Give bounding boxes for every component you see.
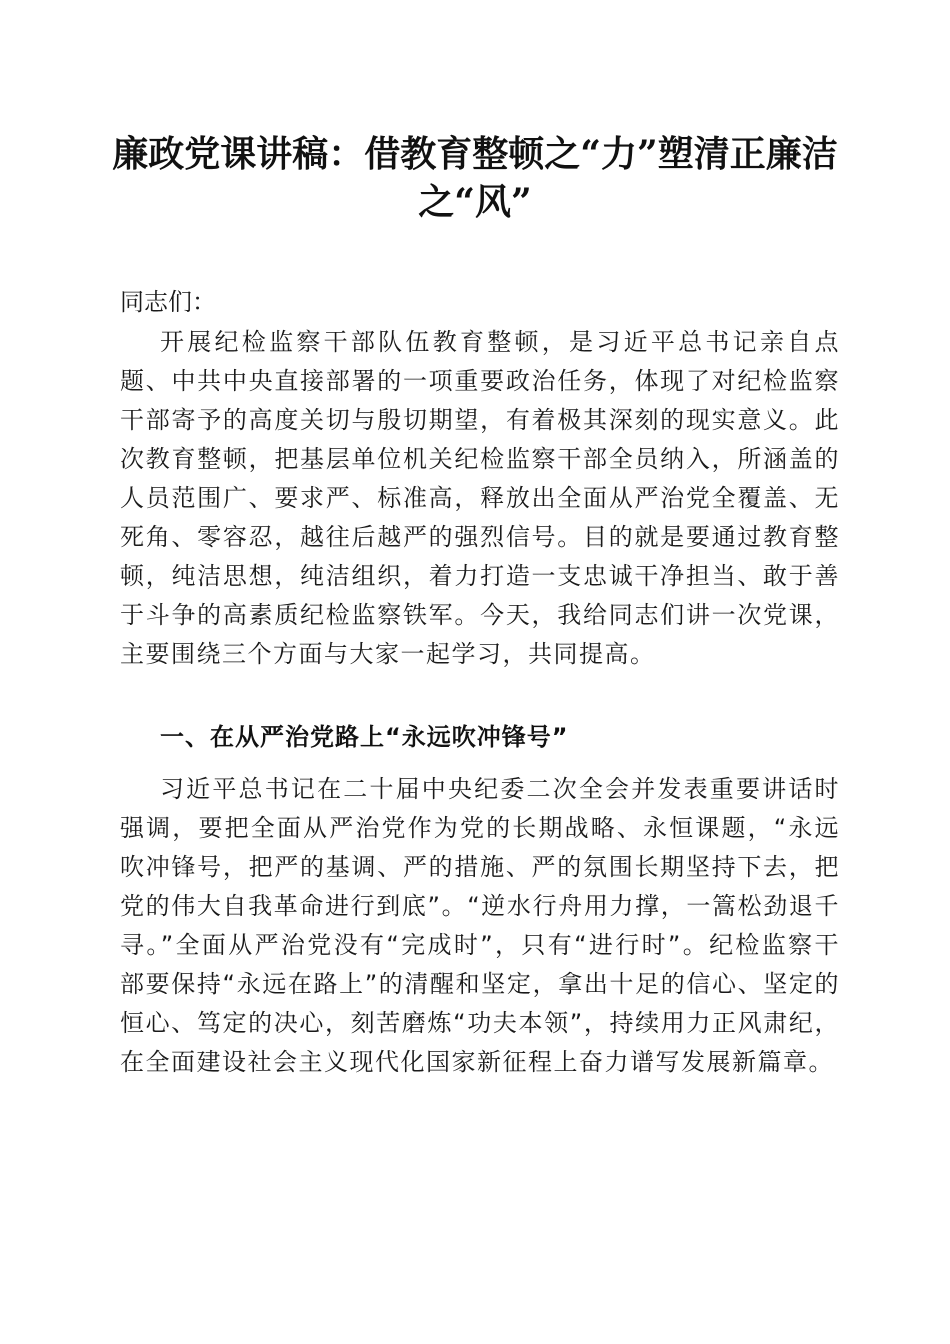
paragraph-section-1: 习近平总书记在二十届中央纪委二次全会并发表重要讲话时强调，要把全面从严治党作为党的长期战略、永恒课题，“永远吹冲锋号，把严的基调、严的措施、严的氛围长期坚持下去，把党的伟大自我革命进行到底”。“逆水行舟用力撑，一篙松劲退千寻。”全面从严治党没有“完成时”，只有“进行时”。纪检监察干部要保持“永远在路上”的清醒和坚定，拿出十足的信心、坚定的恒心、笃定的决心，刻苦磨炼“功夫本领”，持续用力正风肃纪，在全面建设社会主义现代化国家新征程上奋力谱写发展新篇章。: [120, 775, 840, 1076]
salutation: 同志们：: [120, 288, 216, 316]
paragraph-intro: 开展纪检监察干部队伍教育整顿，是习近平总书记亲自点题、中共中央直接部署的一项重要政治任务，体现了对纪检监察干部寄予的高度关切与殷切期望，有着极其深刻的现实意义。此次教育整顿，把基层单位机关纪检监察干部全员纳入，所涵盖的人员范围广、要求严、标准高，释放出全面从严治党全覆盖、无死角、零容忍，越往后越严的强烈信号。目的就是要通过教育整顿，纯洁思想，纯洁组织，着力打造一支忠诚干净担当、敢于善于斗争的高素质纪检监察铁军。今天，我给同志们讲一次党课，主要围绕三个方面与大家一起学习，共同提高。: [120, 328, 840, 668]
document-title: 廉政党课讲稿：借教育整顿之“力”塑清正廉洁之“风”: [112, 133, 838, 223]
section-heading-1: 一、在从严治党路上“永远吹冲锋号”: [160, 723, 569, 751]
